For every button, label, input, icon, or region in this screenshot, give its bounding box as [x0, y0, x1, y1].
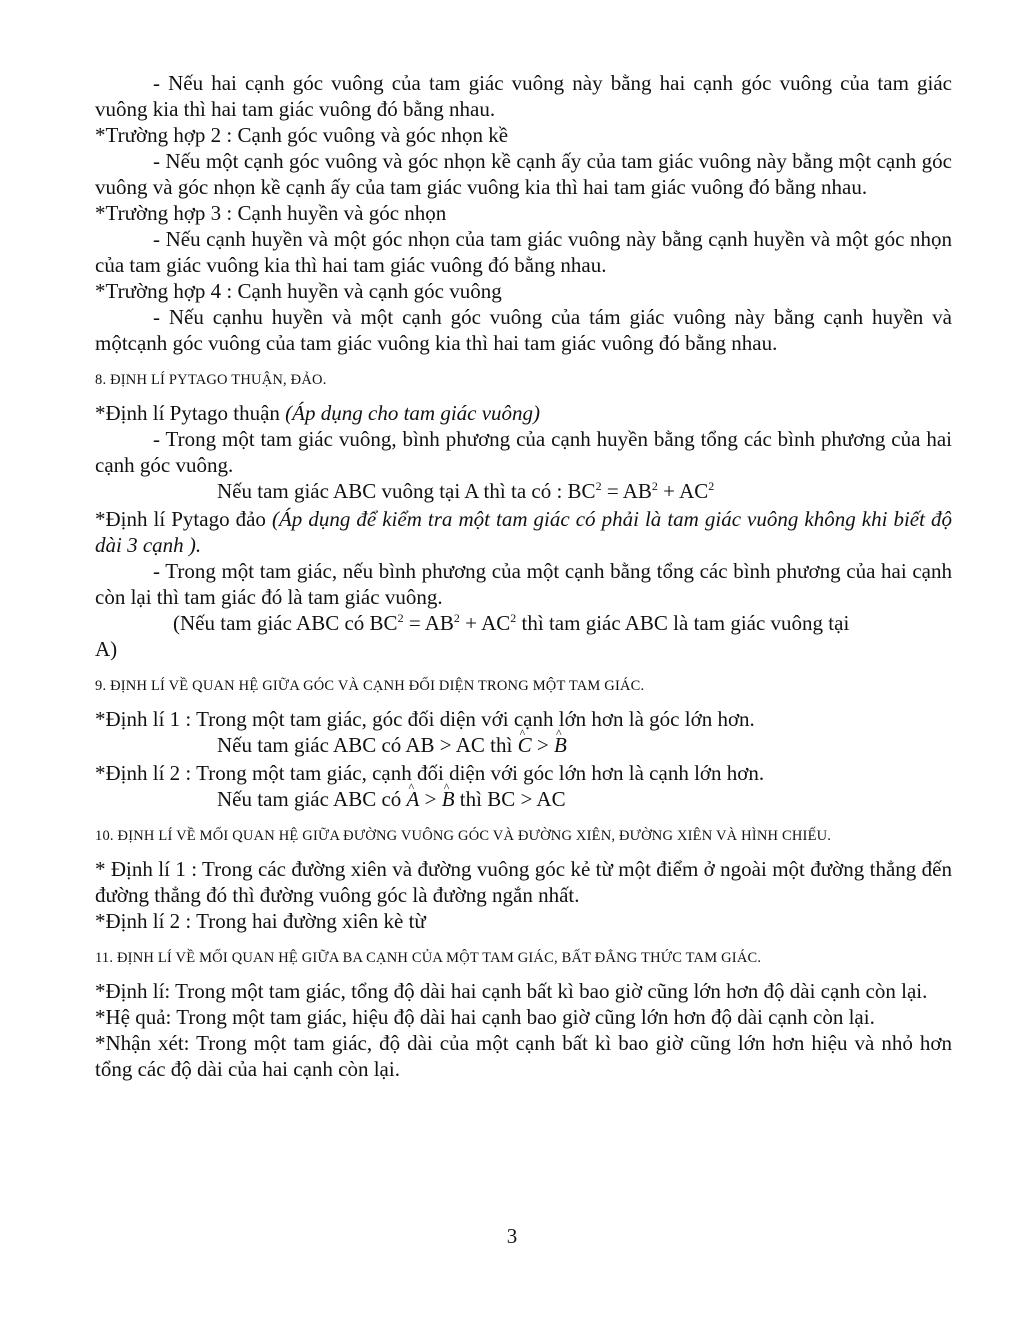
angle-c: ^ C — [518, 732, 532, 758]
pytago-dao-label: *Định lí Pytago đảo — [95, 507, 272, 531]
case2-body: - Nếu một cạnh góc vuông và góc nhọn kề cạnh ấy của tam giác vuông này bằng một cạnh góc vuông và góc nhọn kề cạnh ấy của tam giác vuông kia thì hai tam giác vuông đó bằng nhau. — [95, 149, 952, 199]
section-9-heading: 9. ĐỊNH LÍ VỀ QUAN HỆ GIỮA GÓC VÀ CẠNH ĐỐI DIỆN TRONG MỘT TAM GIÁC. — [95, 678, 645, 694]
case4-body: - Nếu cạnhu huyền và một cạnh góc vuông của tám giác vuông này bằng cạnh huyền và mộtcạnh góc vuông của tam giác vuông kia thì hai tam giác vuông đó bằng nhau. — [95, 305, 952, 355]
sec9-t1-example-prefix: Nếu tam giác ABC có AB > AC thì — [217, 733, 518, 757]
pytago-thuan-note: (Áp dụng cho tam giác vuông) — [285, 401, 541, 425]
sec9-t2-example-prefix: Nếu tam giác ABC có — [217, 787, 407, 811]
angle-a: ^ A — [407, 786, 420, 812]
sec9-theorem-2: *Định lí 2 : Trong một tam giác, cạnh đối diện với góc lớn hơn là cạnh lớn hơn. — [95, 761, 765, 785]
section-8-heading: 8. ĐỊNH LÍ PYTAGO THUẬN, ĐẢO. — [95, 372, 327, 388]
sec9-t2-example-suffix: thì BC > AC — [454, 787, 566, 811]
sec11-corollary: *Hệ quả: Trong một tam giác, hiệu độ dài hai cạnh bao giờ cũng lớn hơn độ dài cạnh còn lại. — [95, 1005, 875, 1029]
pytago-dao-title — [95, 506, 952, 558]
section-11-heading: 11. ĐỊNH LÍ VỀ MỐI QUAN HỆ GIỮA BA CẠNH CỦA MỘT TAM GIÁC, BẤT ĐẲNG THỨC TAM GIÁC. — [95, 950, 762, 966]
case3-title: *Trường hợp 3 : Cạnh huyền và góc nhọn — [95, 201, 447, 225]
pytago-formula: Nếu tam giác ABC vuông tại A thì ta có : $BC^2 = AB^2 + AC^2$ — [217, 479, 715, 503]
section-10-heading: 10. ĐỊNH LÍ VỀ MỐI QUAN HỆ GIỮA ĐƯỜNG VUÔNG GÓC VÀ ĐƯỜNG XIÊN, ĐƯỜNG XIÊN VÀ HÌNH CHIẾU. — [95, 828, 832, 844]
sec9-theorem-2-example: Nếu tam giác ABC có ^ A > ^ B thì BC > AC — [95, 786, 952, 812]
sec11-theorem: *Định lí: Trong một tam giác, tổng độ dài hai cạnh bất kì bao giờ cũng lớn hơn độ dài cạnh còn lại. — [95, 979, 928, 1003]
pytago-thuan-title — [95, 400, 952, 426]
angle-b: ^ B — [554, 732, 567, 758]
case2-title: *Trường hợp 2 : Cạnh góc vuông và góc nhọn kề — [95, 123, 509, 147]
sec9-theorem-1: *Định lí 1 : Trong một tam giác, góc đối diện với cạnh lớn hơn là góc lớn hơn. — [95, 707, 755, 731]
sec9-theorem-1-example: Nếu tam giác ABC có AB > AC thì ^ C > ^ B — [95, 732, 952, 758]
pytago-thuan-label: *Định lí Pytago thuận — [95, 401, 286, 425]
case3-body: - Nếu cạnh huyền và một góc nhọn của tam giác vuông này bằng cạnh huyền và một góc nhọn của tam giác vuông kia thì hai tam giác vuông đó bằng nhau. — [95, 227, 952, 277]
case4-title: *Trường hợp 4 : Cạnh huyền và cạnh góc vuông — [95, 279, 502, 303]
pytago-dao-body: - Trong một tam giác, nếu bình phương của một cạnh bằng tổng các bình phương của hai cạnh còn lại thì tam giác đó là tam giác vuông. — [95, 559, 952, 609]
sec11-remark: *Nhận xét: Trong một tam giác, độ dài của một cạnh bất kì bao giờ cũng lớn hơn hiệu và nhỏ hơn tổng các độ dài của hai cạnh còn lại. — [95, 1031, 952, 1081]
pytago-dao-example-end: A) — [95, 637, 118, 661]
document-page — [95, 70, 952, 1082]
sec10-theorem-2: *Định lí 2 : Trong hai đường xiên kè từ — [95, 909, 426, 933]
angle-b-2: ^ B — [442, 786, 455, 812]
sec10-theorem-1: * Định lí 1 : Trong các đường xiên và đường vuông góc kẻ từ một điểm ở ngoài một đường thẳng đến đường thẳng đó thì đường vuông góc là đường ngắn nhất. — [95, 857, 952, 907]
page-number: 3 — [506, 1224, 518, 1248]
pytago-thuan-body: - Trong một tam giác vuông, bình phương của cạnh huyền bằng tổng các bình phương của hai cạnh góc vuông. — [95, 427, 952, 477]
pytago-dao-example: (Nếu tam giác ABC có $BC^2 = AB^2 + AC^2$ thì tam giác ABC là tam giác vuông tại — [173, 611, 850, 635]
pytago-formula-prefix: Nếu tam giác ABC vuông tại A thì ta có : — [217, 479, 568, 503]
pytago-dao-example-suffix: thì tam giác ABC là tam giác vuông tại — [516, 611, 850, 635]
case1-text: - Nếu hai cạnh góc vuông của tam giác vuông này bằng hai cạnh góc vuông của tam giác vuông kia thì hai tam giác vuông đó bằng nhau. — [95, 71, 952, 121]
pytago-dao-note: (Áp dụng để kiểm tra một tam giác có phải là tam giác vuông không khi biết độ dài 3 cạnh ). — [95, 507, 952, 557]
pytago-dao-example-prefix: (Nếu tam giác ABC có — [173, 611, 370, 635]
